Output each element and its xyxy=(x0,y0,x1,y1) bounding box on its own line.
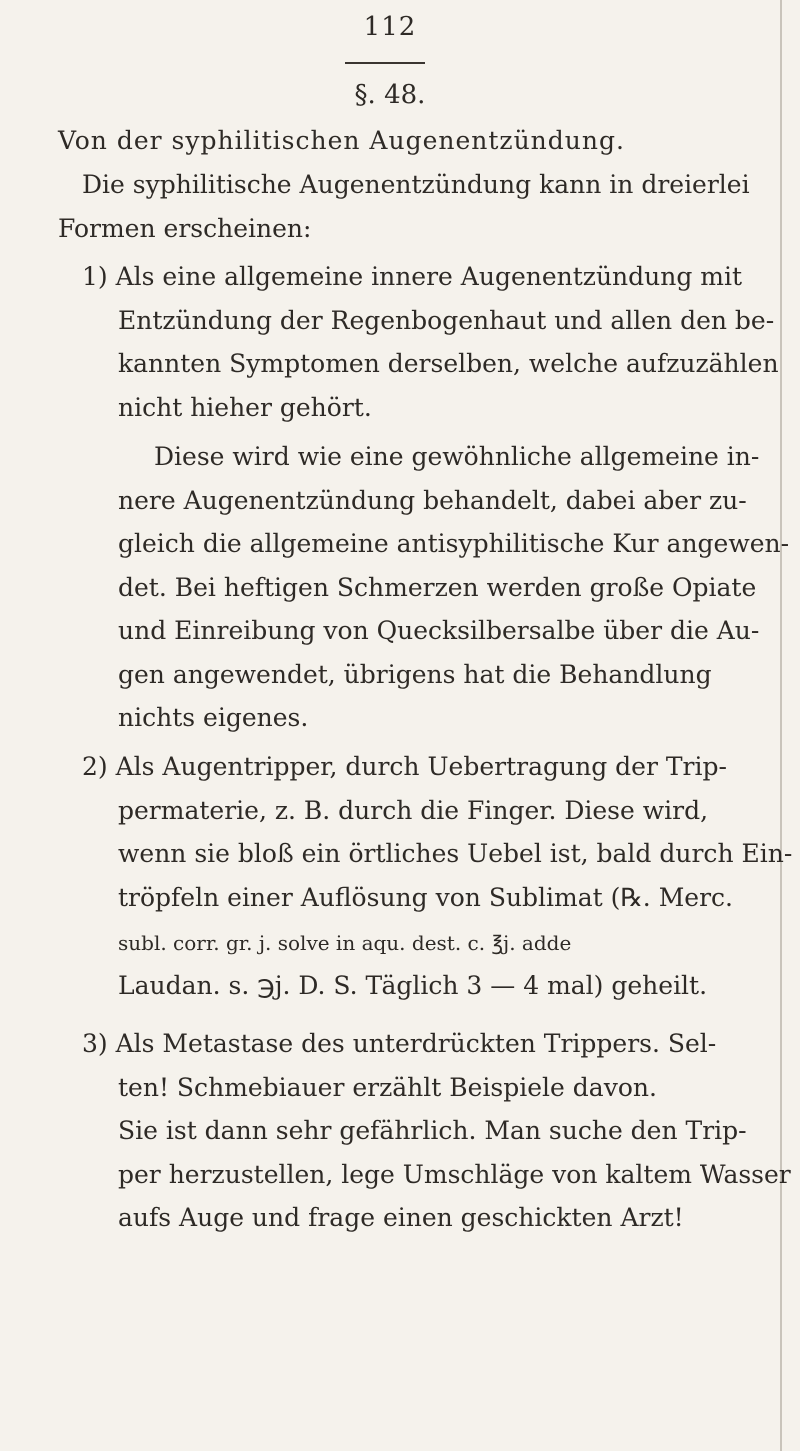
list-item-line: kannten Symptomen derselben, welche aufzuzählen xyxy=(118,349,779,378)
formula-line: subl. corr. gr. j. solve in aqu. dest. c. ℥j. adde xyxy=(118,931,572,955)
list-item-line: Sie ist dann sehr gefährlich. Man suche den Trip- xyxy=(118,1116,747,1145)
text-line: nichts eigenes. xyxy=(118,703,309,732)
list-item-line: 1) Als eine allgemeine innere Augenentzündung mit xyxy=(82,262,743,291)
list-item-line: Laudan. s. ℈j. D. S. Täglich 3 — 4 mal) geheilt. xyxy=(118,971,708,1000)
section-heading: Von der syphilitischen Augenentzündung. xyxy=(58,126,625,155)
text-line: gen angewendet, übrigens hat die Behandlung xyxy=(118,660,712,689)
text-line: gleich die allgemeine antisyphilitische Kur angewen- xyxy=(118,529,790,558)
text-line: Diese wird wie eine gewöhnliche allgemeine in- xyxy=(154,442,760,471)
list-item-line: wenn sie bloß ein örtliches Uebel ist, bald durch Ein- xyxy=(118,839,793,868)
page-number: 112 xyxy=(363,12,417,42)
list-item-line: aufs Auge und frage einen geschickten Arzt! xyxy=(118,1203,684,1232)
text-line: Die syphilitische Augenentzündung kann in dreierlei xyxy=(82,170,750,199)
section-number: §. 48. xyxy=(354,80,426,110)
text-line: nere Augenentzündung behandelt, dabei aber zu- xyxy=(118,486,747,515)
list-item-line: ten! Schmebiauer erzählt Beispiele davon. xyxy=(118,1073,657,1102)
list-item-line: Entzündung der Regenbogenhaut und allen den be- xyxy=(118,306,775,335)
list-item-line: 2) Als Augentripper, durch Uebertragung der Trip- xyxy=(82,752,727,781)
page-number-rule xyxy=(345,62,425,64)
text-line: Formen erscheinen: xyxy=(58,214,312,243)
text-line: und Einreibung von Quecksilbersalbe über die Au- xyxy=(118,616,760,645)
list-item-line: nicht hieher gehört. xyxy=(118,393,372,422)
list-item-line: tröpfeln einer Auflösung von Sublimat (℞. Merc. xyxy=(118,883,733,912)
list-item-line: permaterie, z. B. durch die Finger. Diese wird, xyxy=(118,796,709,825)
text-line: det. Bei heftigen Schmerzen werden große Opiate xyxy=(118,573,757,602)
page-edge-line xyxy=(780,0,782,1451)
list-item-line: per herzustellen, lege Umschläge von kaltem Wasser xyxy=(118,1160,791,1189)
list-item-line: 3) Als Metastase des unterdrückten Trippers. Sel- xyxy=(82,1029,717,1058)
